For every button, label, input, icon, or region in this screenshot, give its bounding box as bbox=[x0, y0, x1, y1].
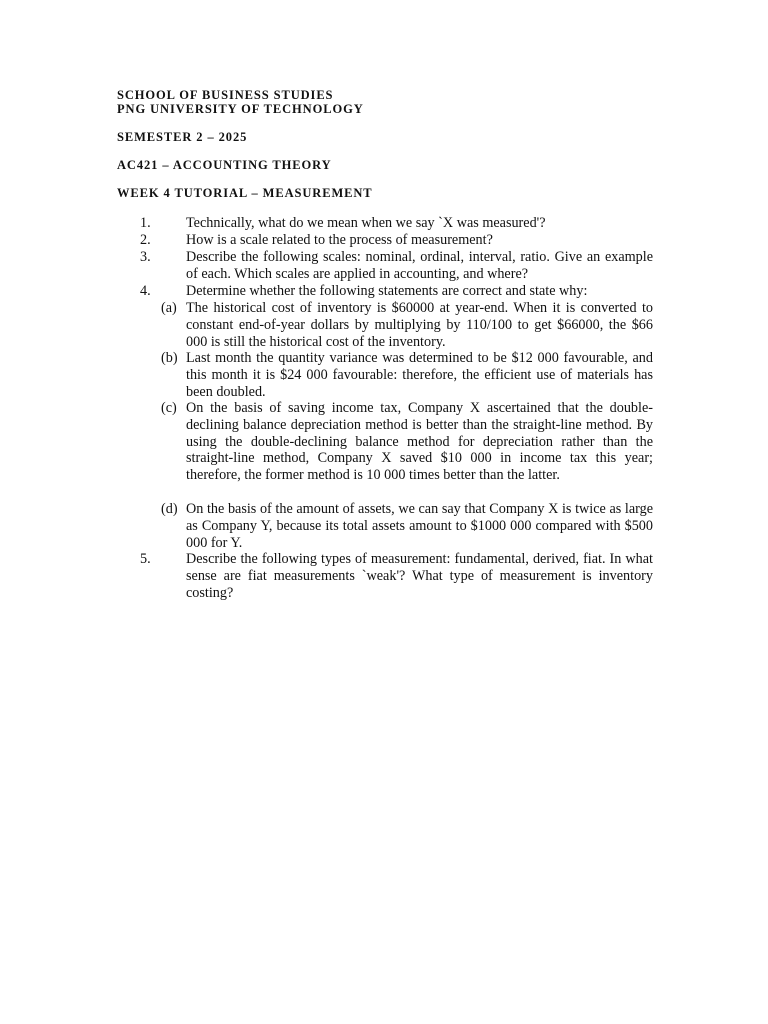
question-4d-label: (d) bbox=[161, 501, 178, 517]
course-heading: AC421 – ACCOUNTING THEORY bbox=[117, 158, 332, 172]
school-heading: SCHOOL OF BUSINESS STUDIES bbox=[117, 88, 334, 102]
question-4b-label: (b) bbox=[161, 350, 178, 366]
question-4d-text: On the basis of the amount of assets, we can say that Company X is twice as large as Company Y, because its total assets amount to $1000 000 compared with $500 000 for Y. bbox=[186, 501, 653, 551]
question-4a-label: (a) bbox=[161, 300, 177, 316]
question-3-number: 3. bbox=[140, 249, 151, 265]
question-4b-text: Last month the quantity variance was determined to be $12 000 favourable, and this month it is $24 000 favourable: therefore, the efficient use of materials has been doubled. bbox=[186, 350, 653, 400]
question-3-text: Describe the following scales: nominal, ordinal, interval, ratio. Give an example of each. Which scales are applied in accounting, and where? bbox=[186, 249, 653, 282]
question-1-text: Technically, what do we mean when we say `X was measured'? bbox=[186, 215, 546, 231]
question-4-text: Determine whether the following statements are correct and state why: bbox=[186, 283, 588, 299]
question-1-number: 1. bbox=[140, 215, 151, 231]
question-5-text: Describe the following types of measurement: fundamental, derived, fiat. In what sense are fiat measurements `weak'? What type of measurement is inventory costing? bbox=[186, 551, 653, 601]
question-4a-text: The historical cost of inventory is $60000 at year-end. When it is converted to constant end-of-year dollars by multiplying by 110/100 to get $66000, the $66 000 is still the historical cost of the inventory. bbox=[186, 300, 653, 350]
university-heading: PNG UNIVERSITY OF TECHNOLOGY bbox=[117, 102, 364, 116]
semester-heading: SEMESTER 2 – 2025 bbox=[117, 130, 248, 144]
question-4c-label: (c) bbox=[161, 400, 177, 416]
question-4-number: 4. bbox=[140, 283, 151, 299]
question-4c-text: On the basis of saving income tax, Company X ascertained that the double-declining balance depreciation method is better than the straight-line method. By using the double-declining balance method for depreciation rather than the straight-line method, Company X saved $10 000 in income tax this year; therefore, the former method is 10 000 times better than the latter. bbox=[186, 400, 653, 484]
question-2-number: 2. bbox=[140, 232, 151, 248]
question-5-number: 5. bbox=[140, 551, 151, 567]
question-2-text: How is a scale related to the process of measurement? bbox=[186, 232, 493, 248]
tutorial-heading: WEEK 4 TUTORIAL – MEASUREMENT bbox=[117, 186, 373, 200]
